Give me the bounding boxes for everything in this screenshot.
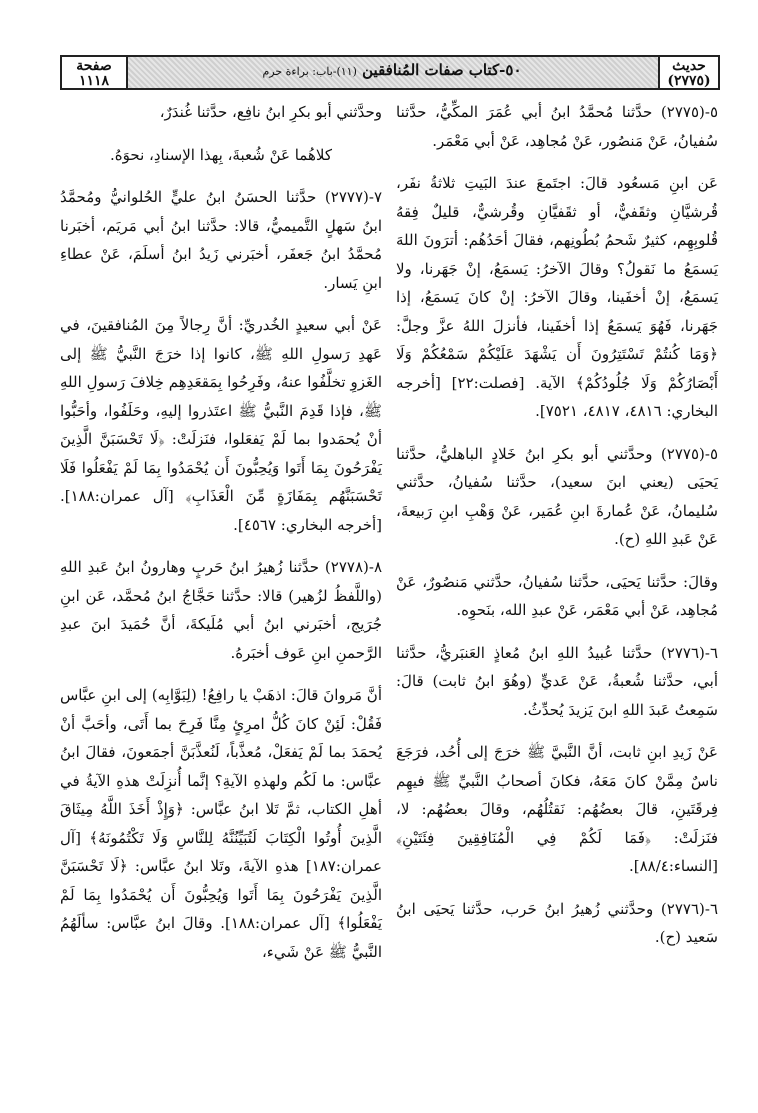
- paragraph: ٨-(٢٧٧٨) حدَّثنا زُهيرُ ابنُ حَربٍ وهارونُ ابنُ عَبدِ اللهِ (واللَّفظُ لزُهير) قالا: حدَّثنا حَجَّاجُ ابنُ مُحمَّد، عَن ابنِ جُرَيج، أخبَرني ابنُ أبي مُلَيكةَ، أنَّ حُمَيدَ ابنَ عبدِ الرَّحمنِ ابنِ عَوف أخبَرهُ.: [60, 558, 382, 662]
- paragraph: ٥-(٢٧٧٥) حدَّثنا مُحمَّدُ ابنُ أبي عُمَرَ المكِّيُّ، حدَّثنا سُفيانُ، عَنْ مَنصُور، عَنْ مُجاهِد، عَنْ أبي مَعْمَر.: [396, 103, 718, 150]
- hadith-number: (٢٧٧٥): [667, 73, 711, 89]
- right-column: [396, 98, 718, 966]
- left-column: [60, 98, 382, 980]
- book-title: ٥٠-كتاب صفات المُنافقين: [362, 61, 522, 79]
- paragraph: وقالَ: حدَّثنا يَحيَى، حدَّثنا سُفيانُ، حدَّثني مَنصُورٌ، عَنْ مُجاهِد، عَنْ أبي مَعْمَر، عَنْ عبدِ الله، بنَحوِه.: [396, 572, 718, 619]
- paragraph: أنَّ مَروانَ قالَ: اذهَبْ يا رافِعُ! (لِبَوَّابِه) إلى ابنِ عبَّاس فَقُلْ: لَئِنْ كانَ كُلُّ امرِئٍ مِنَّا فَرِحَ بما أَتَى، وأحَبَّ أنْ يُحمَدَ بما لَمْ يَفعَلْ، مُعذَّباً، لَنُعذَّبَنَّ أجمَعونَ، فقالَ ابنُ عبَّاس: ما لَكُم ولهذهِ الآيةِ؟ إنَّما أُنزِلَتْ هذهِ الآيةُ في أهلِ الكتاب، ثمَّ تَلا ابنُ عبَّاس: ﴿وَإِذْ أَخَذَ اللَّهُ مِيثَاقَ الَّذِينَ أُوتُوا الْكِتَابَ لَتُبَيِّنُنَّهُ لِلنَّاسِ وَلَا تَكْتُمُونَهُ﴾ [آل عمران:١٨٧] هذهِ الآيةَ، وتَلا ابنُ عبَّاس: ﴿لَا تَحْسَبَنَّ الَّذِينَ يَفْرَحُونَ بِمَا أَتَوا وَيُحِبُّونَ أَن يُحْمَدُوا بِمَا لَمْ يَفْعَلُوا﴾ [آل عمران:١٨٨]. وقالَ ابنُ عبَّاس: سألَهُمُ النَّبيُّ ﷺ عَنْ شَيء،: [60, 686, 382, 961]
- chapter-title: [132, 61, 652, 79]
- chapter-subtitle: (١١)-باب: براءة حرم: [262, 65, 357, 78]
- hadith-label: حديث: [672, 58, 706, 74]
- page-number: ١١١٨: [78, 73, 110, 89]
- page-header: [60, 55, 720, 90]
- paragraph: كلاهُما عَنْ شُعبةَ، بِهذا الإسنادِ، نحوَهُ.: [110, 145, 332, 164]
- paragraph: عَنْ زَيدِ ابنِ ثابت، أنَّ النَّبيَّ ﷺ خرَجَ إلى أُحُد، فرَجَعَ ناسٌ مِمَّنْ كانَ مَعَهُ، فكانَ أصحابُ النَّبيِّ ﷺ فيهِم فِرقَتَينِ، قالَ بعضُهُم: نَقتُلُهُم، وقالَ بعضُهُم: لا، فنَزلَتْ: ﴿فَمَا لَكُمْ فِي الْمُنَافِقِينَ فِئَتَيْنِ﴾ [النساء:٨٨/٤].: [396, 743, 718, 875]
- hadith-number-box: [658, 55, 720, 90]
- page-label: صفحة: [76, 58, 112, 74]
- paragraph: عَنْ أبي سعيدٍ الخُدريِّ: أنَّ رِجالاً مِنَ المُنافقينَ، في عَهدِ رَسولِ اللهِ ﷺ، كانوا إذا خرَجَ النَّبيُّ ﷺ إلى الغَزوِ تخلَّفُوا عنهُ، وفَرِحُوا بِمَقعَدِهِم خِلافَ رَسولِ اللهِ ﷺ، فإذا قَدِمَ النَّبيُّ ﷺ اعتَذروا إليهِ، وحَلَفُوا، وأحَبُّوا أنْ يُحمَدوا بما لَمْ يَفعَلوا، فنَزلَتْ: ﴿لَا تَحْسَبَنَّ الَّذِينَ يَفْرَحُونَ بِمَا أَتَوا وَيُحِبُّونَ أَن يُحْمَدُوا بِمَا لَمْ يَفْعَلُوا فَلَا تَحْسَبَنَّهُم بِمَفَازَةٍ مِّنَ الْعَذَابِ﴾ [آل عمران:١٨٨]. [أخرجه البخاري: ٤٥٦٧].: [60, 316, 382, 534]
- paragraph: وحدَّثني أبو بكرِ ابنُ نافِع، حدَّثنا غُندَرٌ،: [159, 103, 382, 121]
- page-number-box: [60, 55, 128, 90]
- paragraph: ٦-(٢٧٧٦) وحدَّثني زُهيرُ ابنُ حَرب، حدَّثنا يَحيَى ابنُ سَعيد (ح).: [396, 899, 718, 946]
- paragraph: ٥-(٢٧٧٥) وحدَّثني أبو بكرِ ابنُ خَلادٍ الباهليُّ، حدَّثنا يَحيَى (يعني ابنَ سعيد)، حدَّثنا سُفيانُ، حدَّثني سُليمانُ، عَنْ عُمارةَ ابنِ عُمَير، عَنْ وَهْبِ ابنِ رَبيعةَ، عَنْ عَبدِ اللهِ (ح).: [396, 444, 718, 548]
- paragraph: ٧-(٢٧٧٧) حدَّثنا الحسَنُ ابنُ عليٍّ الحُلوانيُّ ومُحمَّدُ ابنُ سَهلٍ التَّميميُّ، قالا: حدَّثنا ابنُ أبي مَريَم، أخبَرنا مُحمَّدُ ابنُ جَعفَر، أخبَرني زَيدُ ابنُ أسلَمَ، عَنْ عطاءِ ابنِ يَسار.: [60, 188, 382, 292]
- paragraph: عَن ابنِ مَسعُود قالَ: اجتَمعَ عندَ البَيتِ ثلاثةُ نفَر، قُرشيَّانِ وثقَفيٌّ، أو ثقَفيَّانِ وقُرشيٌّ، قليلٌ فِقهُ قُلوبِهِم، كثيرٌ شَحمُ بُطُونِهم، فقالَ أحَدُهُم: أترَونَ اللهَ يَسمَعُ ما نَقولُ؟ وقالَ الآخرُ: يَسمَعُ، إنْ جَهَرنا، ولا يَسمَعُ، إنْ أخفَينا، وقالَ الآخرُ: إنْ كانَ يَسمَعُ، إذا جَهَرنا، فَهُوَ يَسمَعُ إذا أخفَينا، فأنزلَ اللهُ عزَّ وجلَّ: ﴿وَمَا كُنتُمْ تَسْتَتِرُونَ أَن يَشْهَدَ عَلَيْكُمْ سَمْعُكُمْ وَلَا أَبْصَارُكُمْ وَلَا جُلُودُكُمْ﴾ الآية. [فصلت:٢٢] [أخرجه البخاري: ٤٨١٦، ٤٨١٧، ٧٥٢١].: [396, 174, 718, 420]
- paragraph: ٦-(٢٧٧٦) حدَّثنا عُبيدُ اللهِ ابنُ مُعاذٍ العَنبَريُّ، حدَّثنا أبي، حدَّثنا شُعبةُ، عَنْ عَديٍّ (وهُوَ ابنُ ثابت) قالَ: سَمِعتُ عَبدَ اللهِ ابنَ يَزيدَ يُحدِّثُ.: [396, 643, 718, 719]
